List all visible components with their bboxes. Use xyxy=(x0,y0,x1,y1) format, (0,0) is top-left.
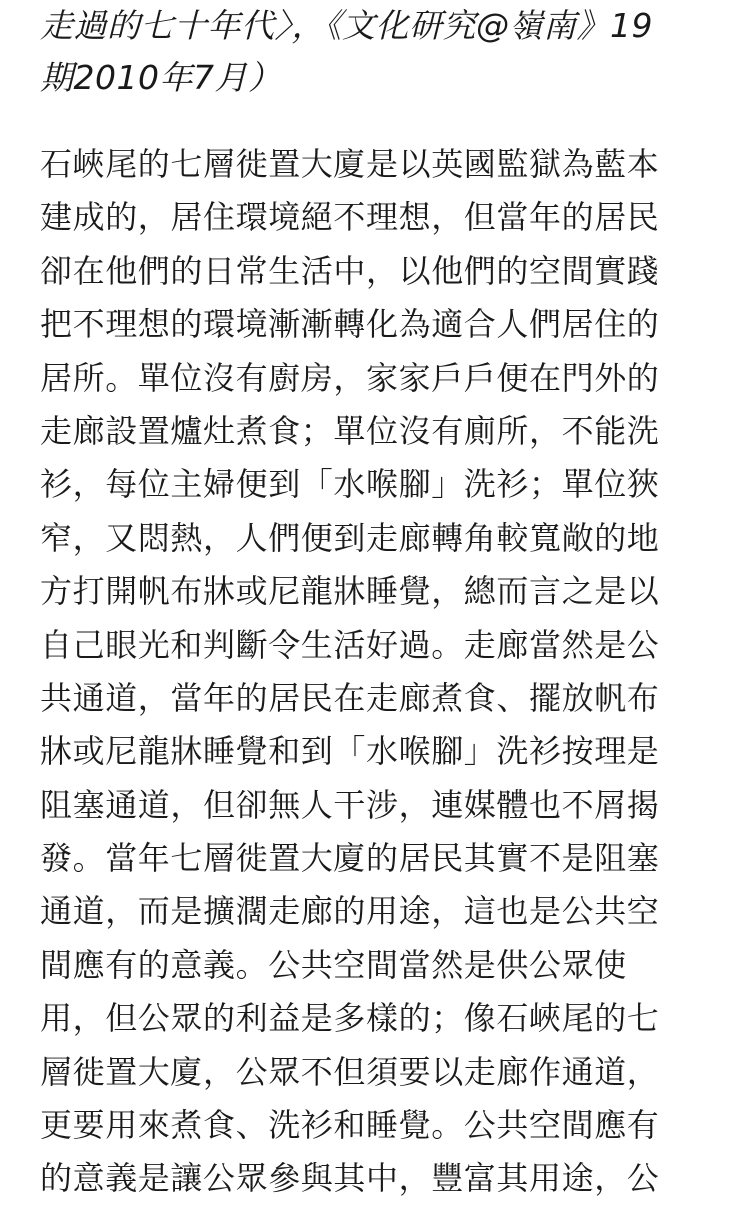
paragraph-line: 用，但公眾的利益是多樣的；像石峽尾的七 xyxy=(40,999,660,1038)
paragraph-line: 卻在他們的日常生活中，以他們的空間實踐 xyxy=(40,251,660,290)
paragraph-line: 層徙置大廈，公眾不但須要以走廊作通道， xyxy=(40,1052,660,1091)
paragraph-line: 共通道，當年的居民在走廊煮食、擺放帆布 xyxy=(40,678,660,717)
paragraph-line: 的意義是讓公眾參與其中，豐富其用途，公 xyxy=(40,1159,660,1198)
paragraph-line: 衫，每位主婦便到「水喉腳」洗衫；單位狹 xyxy=(40,465,660,504)
body-paragraph xyxy=(40,138,740,1206)
citation-block xyxy=(40,0,740,104)
paragraph-line: 更要用來煮食、洗衫和睡覺。公共空間應有 xyxy=(40,1106,660,1145)
paragraph-line: 間應有的意義。公共空間當然是供公眾使 xyxy=(40,945,627,984)
paragraph-line: 方打開帆布牀或尼龍牀睡覺，總而言之是以 xyxy=(40,572,660,611)
citation-line: 期2010年7月） xyxy=(40,58,282,97)
paragraph-line: 居所。單位沒有廚房，家家戶戶便在門外的 xyxy=(40,358,660,397)
paragraph-line: 建成的，居住環境絕不理想，但當年的居民 xyxy=(40,198,660,237)
paragraph-line: 自己眼光和判斷令生活好過。走廊當然是公 xyxy=(40,625,660,664)
paragraph-line: 阻塞通道，但卻無人干涉，連媒體也不屑揭 xyxy=(40,785,660,824)
paragraph-line: 走廊設置爐灶煮食；單位沒有廁所，不能洗 xyxy=(40,411,660,450)
paragraph-line: 通道，而是擴濶走廊的用途，這也是公共空 xyxy=(40,892,660,931)
citation-line: 走過的七十年代〉，《文化研究@嶺南》19 xyxy=(40,6,653,45)
paragraph-line: 發。當年七層徙置大廈的居民其實不是阻塞 xyxy=(40,839,660,878)
paragraph-line: 牀或尼龍牀睡覺和到「水喉腳」洗衫按理是 xyxy=(40,732,660,771)
paragraph-line: 窄，又悶熱，人們便到走廊轉角較寬敞的地 xyxy=(40,518,660,557)
paragraph-line: 石峽尾的七層徙置大廈是以英國監獄為藍本 xyxy=(40,145,660,183)
paragraph-line: 把不理想的環境漸漸轉化為適合人們居住的 xyxy=(40,305,660,344)
